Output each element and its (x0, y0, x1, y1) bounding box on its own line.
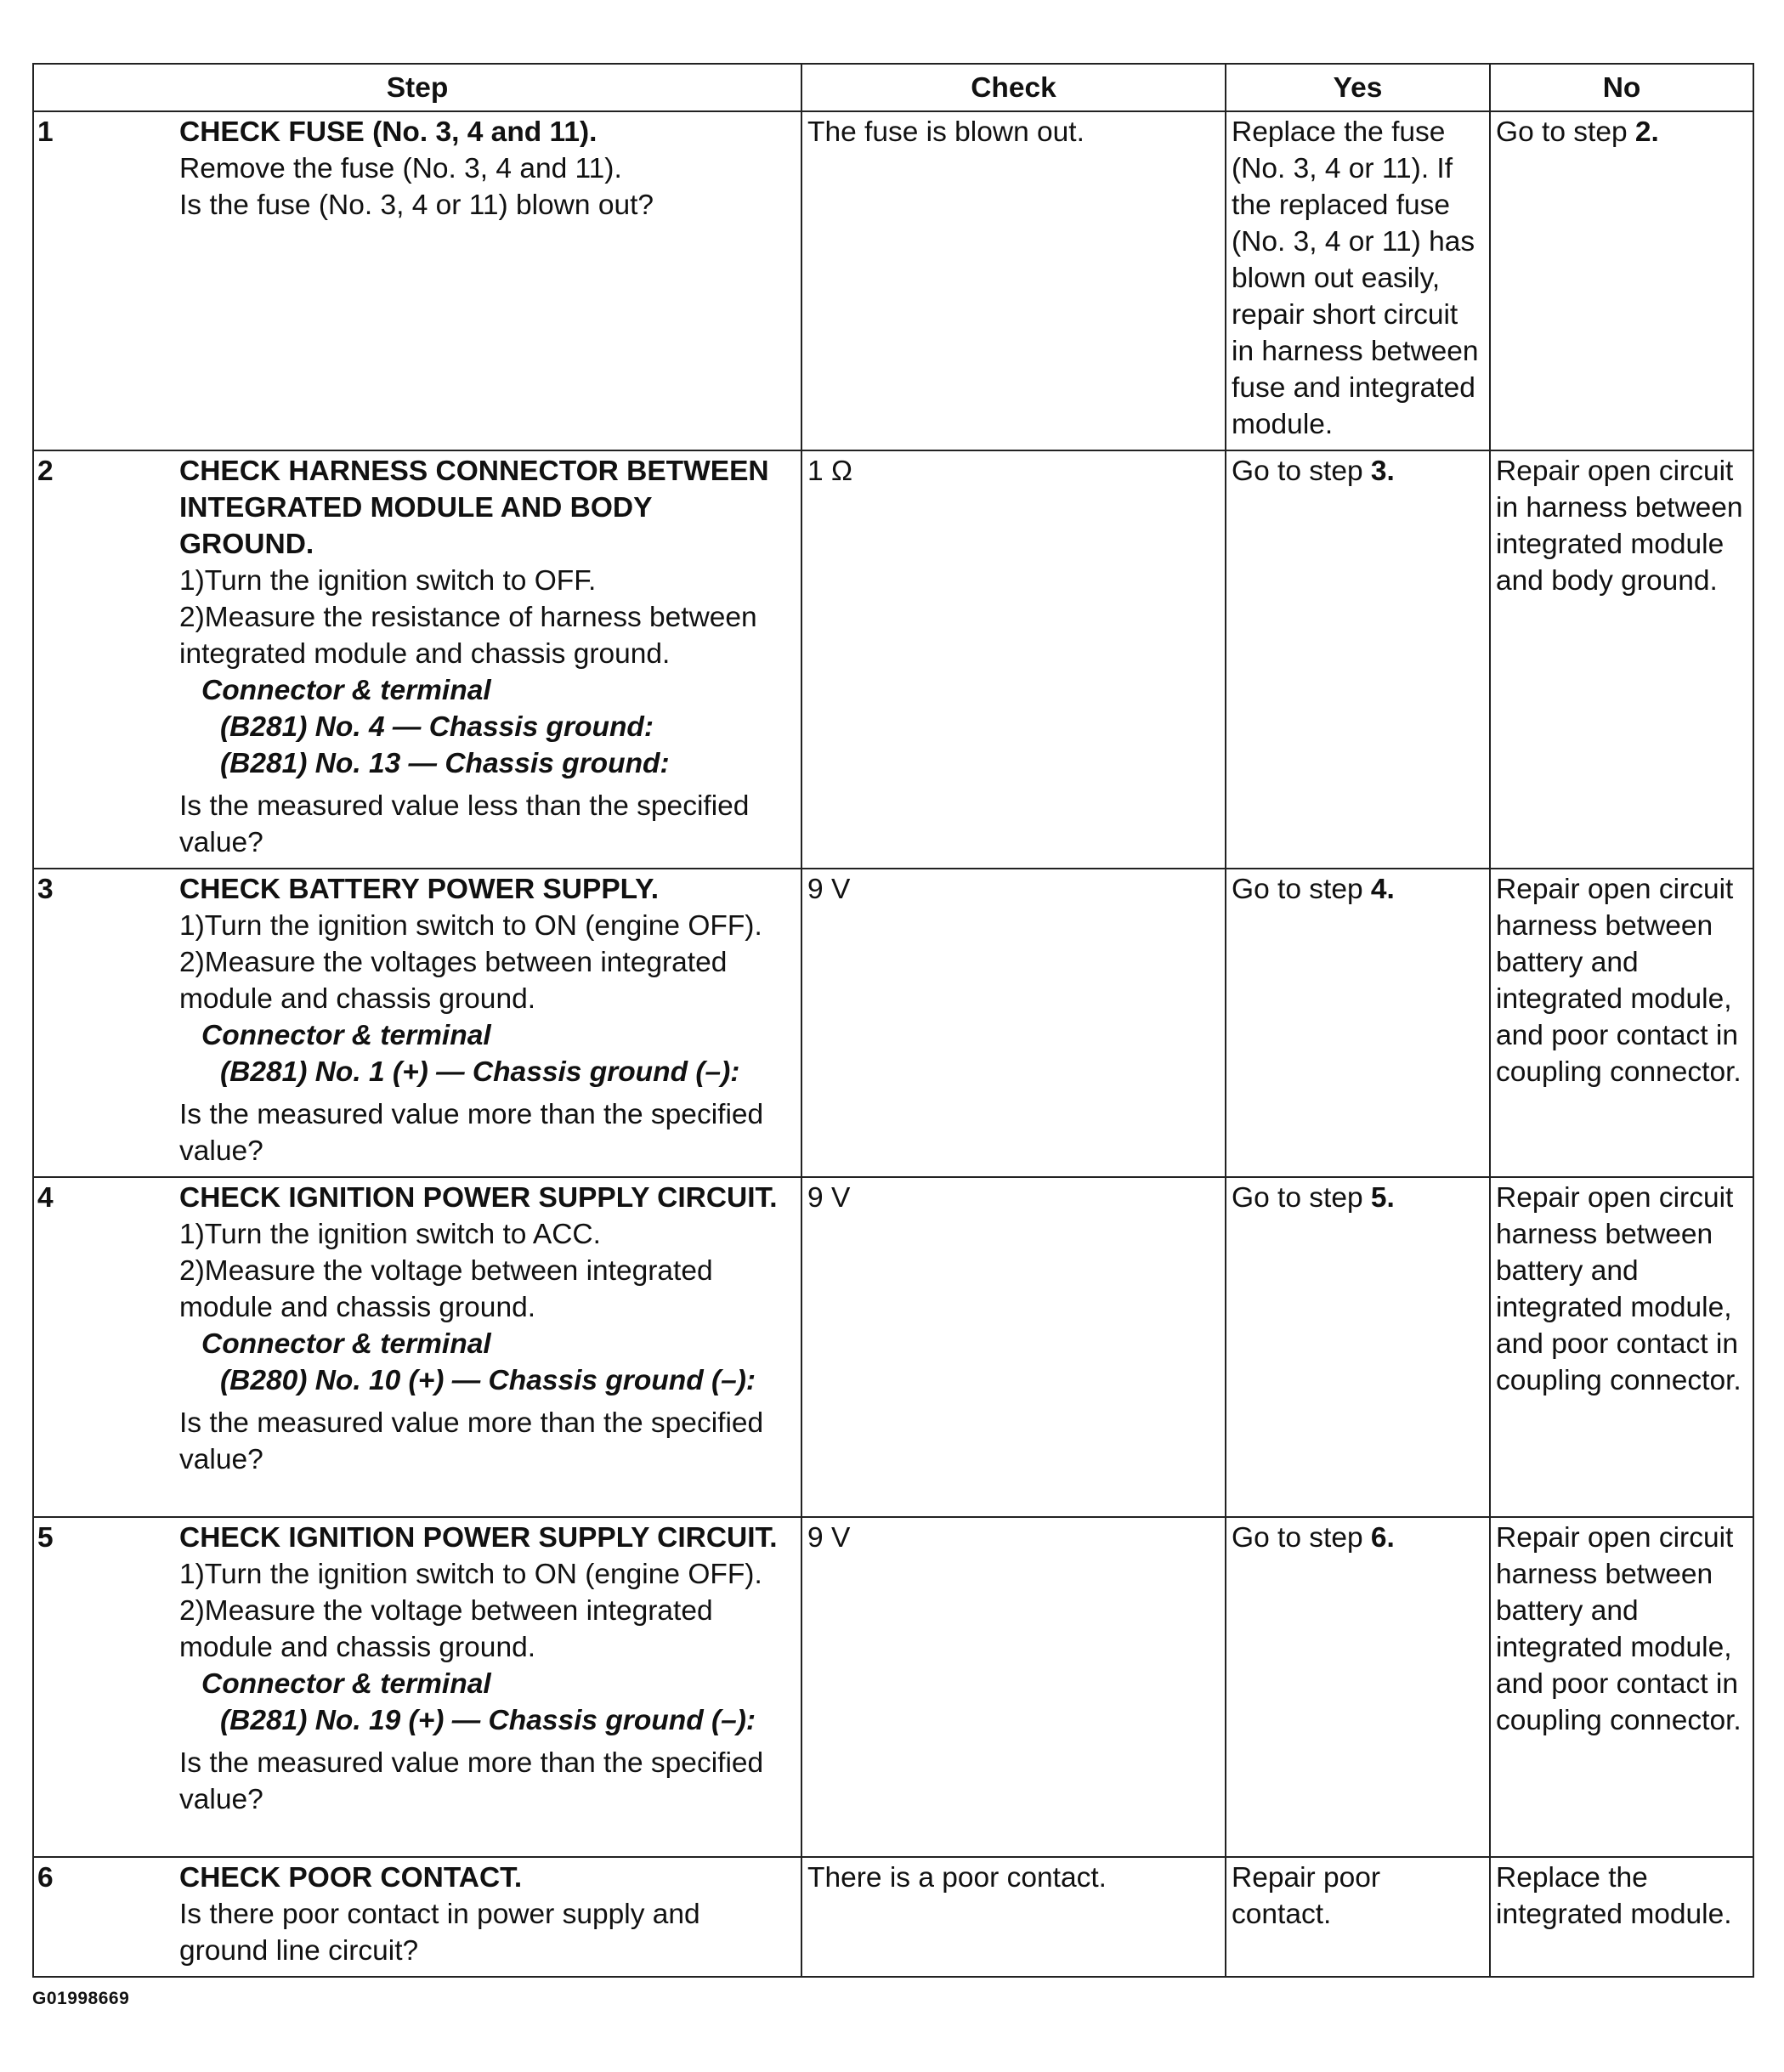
step-title: CHECK FUSE (No. 3, 4 and 11). (179, 116, 597, 148)
check-cell: The fuse is blown out. (801, 111, 1226, 450)
step-question: Is there poor contact in power supply and ground line circuit? (179, 1899, 700, 1967)
check-cell: There is a poor contact. (801, 1857, 1226, 1977)
step-cell (179, 450, 801, 869)
step-number: 3 (33, 869, 179, 1177)
step-number: 5 (33, 1517, 179, 1857)
header-no: No (1490, 64, 1753, 111)
yes-step-ref: 5. (1370, 1182, 1395, 1214)
step-cell (179, 1857, 801, 1977)
step-title: CHECK IGNITION POWER SUPPLY CIRCUIT. (179, 1522, 778, 1554)
step-question: Is the fuse (No. 3, 4 or 11) blown out? (179, 190, 654, 221)
table-row (33, 1857, 1753, 1977)
no-cell: Repair open circuit harness between battery and integrated module, and poor contact in coupling connector. (1490, 869, 1753, 1177)
header-yes: Yes (1226, 64, 1490, 111)
yes-step-ref: 4. (1370, 874, 1395, 905)
yes-cell: Replace the fuse (No. 3, 4 or 11). If the replaced fuse (No. 3, 4 or 11) has blown out easily, repair short circuit in harness between fuse and integrated module. (1226, 111, 1490, 450)
yes-cell (1226, 869, 1490, 1177)
yes-cell (1226, 1517, 1490, 1857)
figure-code: G01998669 (32, 1989, 130, 2008)
step-cell (179, 1177, 801, 1517)
step-question: Is the measured value less than the specified value? (179, 790, 750, 858)
step-instruction: 2)Measure the voltage between integrated module and chassis ground. (179, 1255, 713, 1323)
yes-prefix: Go to step (1232, 1182, 1371, 1214)
table-row (33, 1177, 1753, 1517)
step-title: CHECK IGNITION POWER SUPPLY CIRCUIT. (179, 1182, 778, 1214)
table-row (33, 869, 1753, 1177)
step-number: 2 (33, 450, 179, 869)
step-question: Is the measured value more than the specified value? (179, 1747, 764, 1815)
no-step-ref: 2. (1634, 116, 1659, 148)
yes-prefix: Go to step (1232, 874, 1371, 905)
step-instruction: 2)Measure the resistance of harness between integrated module and chassis ground. (179, 602, 757, 670)
no-cell: Repair open circuit harness between battery and integrated module, and poor contact in coupling connector. (1490, 1177, 1753, 1517)
yes-step-ref: 3. (1370, 456, 1395, 487)
step-cell (179, 1517, 801, 1857)
step-instruction: 1)Turn the ignition switch to ON (engine OFF). (179, 1559, 762, 1590)
check-cell: 1 Ω (801, 450, 1226, 869)
step-instruction: 1)Turn the ignition switch to ON (engine OFF). (179, 910, 762, 942)
no-cell: Repair open circuit harness between battery and integrated module, and poor contact in coupling connector. (1490, 1517, 1753, 1857)
step-number: 1 (33, 111, 179, 450)
header-check: Check (801, 64, 1226, 111)
check-cell: 9 V (801, 1177, 1226, 1517)
step-cell (179, 111, 801, 450)
step-number: 4 (33, 1177, 179, 1517)
step-instruction: 1)Turn the ignition switch to ACC. (179, 1219, 601, 1250)
step-cell (179, 869, 801, 1177)
table-row (33, 450, 1753, 869)
connector-terminal: (B281) No. 19 (+) — Chassis ground (–): (220, 1705, 756, 1736)
step-question: Is the measured value more than the specified value? (179, 1407, 764, 1475)
step-question: Is the measured value more than the specified value? (179, 1099, 764, 1167)
connector-terminal: (B280) No. 10 (+) — Chassis ground (–): (220, 1365, 756, 1396)
header-row (33, 64, 1753, 111)
yes-cell: Repair poor contact. (1226, 1857, 1490, 1977)
connector-terminal: (B281) No. 1 (+) — Chassis ground (–): (220, 1056, 740, 1088)
step-title: CHECK BATTERY POWER SUPPLY. (179, 874, 660, 905)
check-cell: 9 V (801, 869, 1226, 1177)
connector-label: Connector & terminal (201, 675, 491, 706)
yes-prefix: Go to step (1232, 456, 1371, 487)
diagnostic-table (32, 63, 1754, 1978)
step-instruction: 1)Turn the ignition switch to OFF. (179, 565, 597, 597)
yes-cell (1226, 1177, 1490, 1517)
step-instruction: 2)Measure the voltage between integrated module and chassis ground. (179, 1595, 713, 1663)
step-instruction: Remove the fuse (No. 3, 4 and 11). (179, 153, 622, 184)
table-row (33, 1517, 1753, 1857)
header-step: Step (33, 64, 801, 111)
connector-terminal: (B281) No. 4 — Chassis ground: (220, 711, 654, 743)
yes-cell (1226, 450, 1490, 869)
step-number: 6 (33, 1857, 179, 1977)
connector-label: Connector & terminal (201, 1668, 491, 1700)
yes-step-ref: 6. (1370, 1522, 1395, 1554)
no-cell (1490, 111, 1753, 450)
connector-label: Connector & terminal (201, 1328, 491, 1360)
check-cell: 9 V (801, 1517, 1226, 1857)
no-cell: Repair open circuit in harness between integrated module and body ground. (1490, 450, 1753, 869)
connector-terminal: (B281) No. 13 — Chassis ground: (220, 748, 670, 779)
table-row (33, 111, 1753, 450)
connector-label: Connector & terminal (201, 1020, 491, 1051)
step-instruction: 2)Measure the voltages between integrated module and chassis ground. (179, 947, 728, 1015)
step-title: CHECK HARNESS CONNECTOR BETWEEN INTEGRATED MODULE AND BODY GROUND. (179, 456, 769, 560)
step-title: CHECK POOR CONTACT. (179, 1862, 523, 1894)
no-cell: Replace the integrated module. (1490, 1857, 1753, 1977)
no-prefix: Go to step (1496, 116, 1635, 148)
yes-prefix: Go to step (1232, 1522, 1371, 1554)
